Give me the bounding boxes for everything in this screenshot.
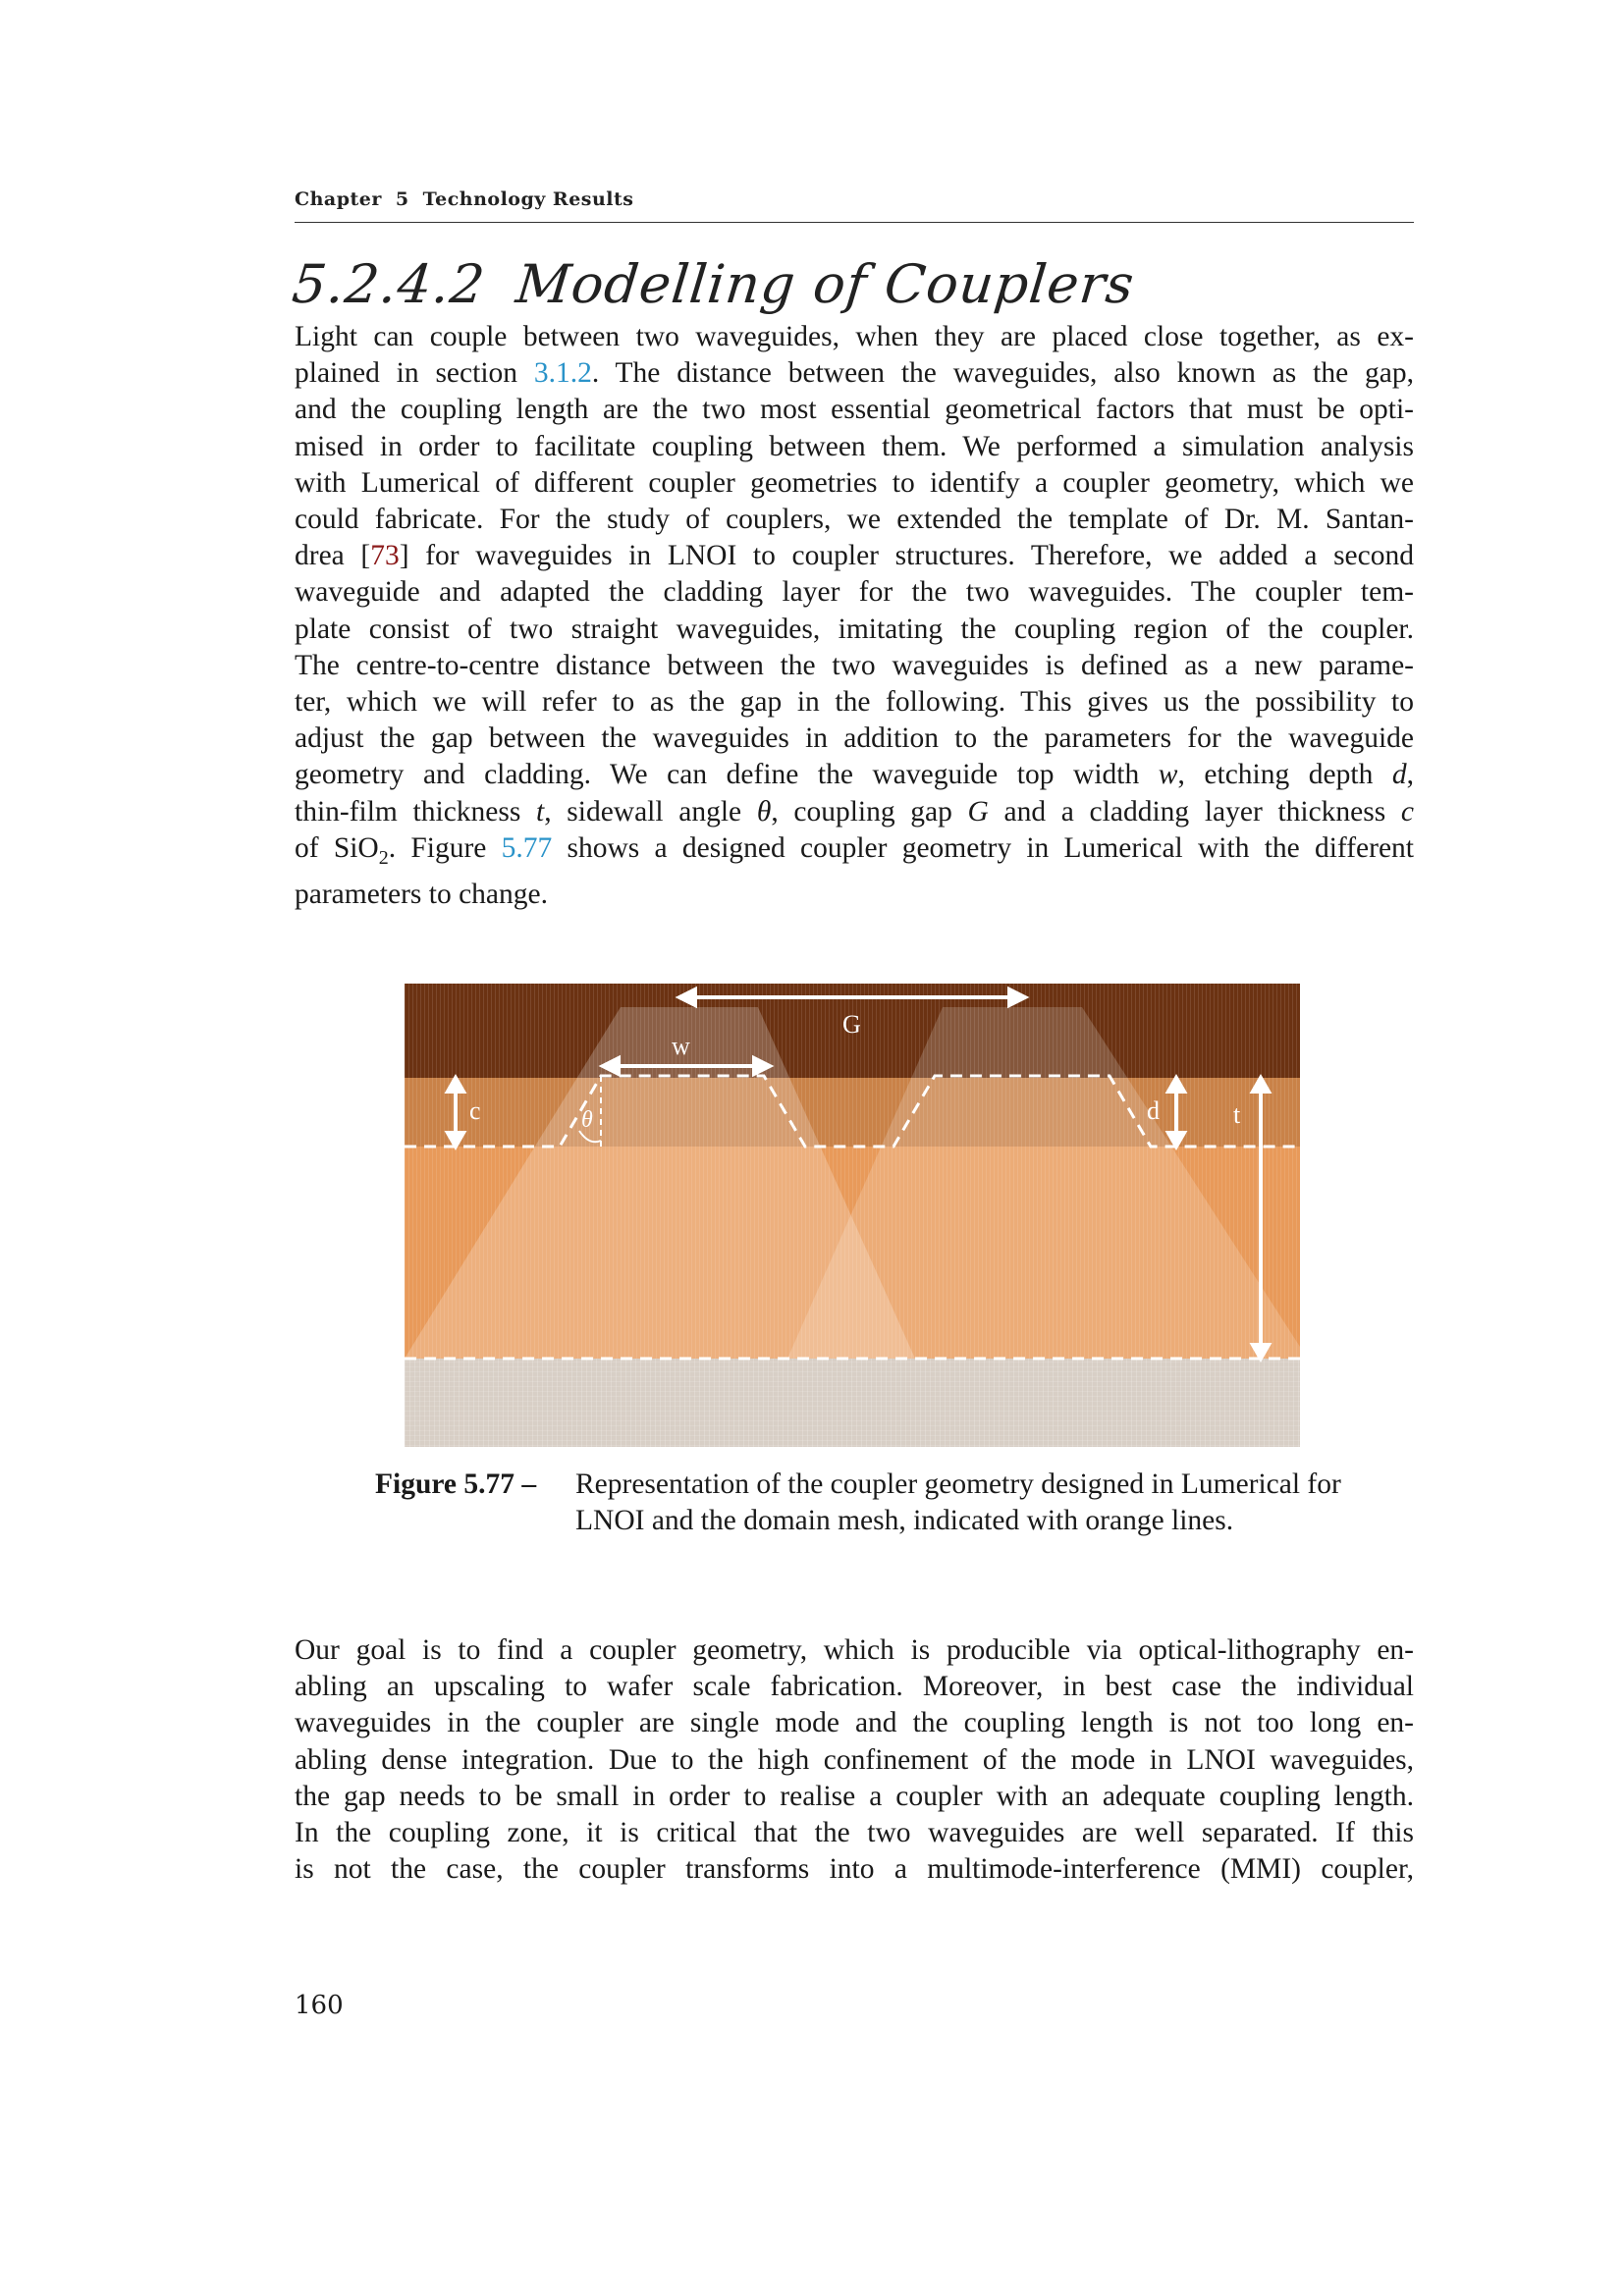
citation-link[interactable]: 73 — [370, 540, 400, 572]
text-run: and a cladding layer thickness — [988, 795, 1401, 828]
label-w: w — [672, 1032, 690, 1060]
math-d: d — [1391, 759, 1407, 791]
text-run: . Figure — [388, 831, 502, 864]
text-line — [295, 355, 1414, 392]
text-run: , coupling gap — [771, 795, 968, 828]
text-run: , — [1406, 759, 1414, 791]
text-run: . The distance between the waveguides, also known as the gap, — [591, 357, 1414, 390]
text-line: the gap needs to be small in order to realise a coupler with an adequate coupling length. — [295, 1780, 1414, 1812]
math-c: c — [1400, 795, 1414, 828]
text-line: abling dense integration. Due to the high confinement of the mode in LNOI waveguides, — [295, 1743, 1414, 1776]
text-run: , etching depth — [1177, 759, 1392, 791]
label-theta: θ — [581, 1107, 593, 1133]
figure-ref-link[interactable]: 5.77 — [501, 831, 553, 864]
math-w: w — [1158, 759, 1178, 791]
label-G: G — [842, 1010, 861, 1039]
text-line: In the coupling zone, it is critical that the two waveguides are well separated. If this — [295, 1817, 1414, 1849]
text-line: ter, which we will refer to as the gap in the following. This gives us the possibility to — [295, 686, 1414, 719]
text-line: abling an upscaling to wafer scale fabrication. Moreover, in best case the individual — [295, 1671, 1414, 1703]
text-run: thin-film thickness — [295, 795, 537, 828]
section-title — [290, 253, 1138, 315]
math-G: G — [967, 795, 989, 828]
text-line: adjust the gap between the waveguides in addition to the parameters for the waveguide — [295, 722, 1414, 755]
label-t: t — [1233, 1100, 1241, 1129]
text-line: and the coupling length are the two most essential geometrical factors that must be opti- — [295, 394, 1414, 426]
section-heading: Modelling of Couplers — [513, 253, 1138, 315]
body-paragraph-2 — [295, 1632, 1414, 1888]
coupler-geometry-figure — [405, 984, 1300, 1447]
section-ref-link[interactable]: 3.1.2 — [533, 357, 592, 390]
text-run: drea [ — [295, 540, 371, 572]
text-line: waveguide and adapted the cladding layer for the two waveguides. The coupler tem- — [295, 576, 1414, 609]
chapter-number: 5 — [395, 188, 409, 210]
text-run: shows a designed coupler geometry in Lumerical with the different — [552, 831, 1414, 864]
text-line — [295, 794, 1414, 830]
caption-label: Figure 5.77 – — [375, 1468, 537, 1500]
label-c: c — [469, 1096, 481, 1125]
body-paragraph-1 — [295, 319, 1414, 913]
text-run: of SiO — [295, 831, 379, 864]
bottom-mesh — [405, 1359, 1300, 1447]
math-theta: θ — [756, 795, 772, 828]
text-line: could fabricate. For the study of couplers, we extended the template of Dr. M. Santan- — [295, 504, 1414, 536]
text-line: Light can couple between two waveguides, when they are placed close together, as ex- — [295, 321, 1414, 352]
text-line: plate consist of two straight waveguides, imitating the coupling region of the coupler. — [295, 613, 1414, 645]
chapter-word: Chapter — [295, 188, 382, 210]
caption-text: Representation of the coupler geometry designed in Lumerical for LNOI and the domain mesh, indicated with orange lines. — [575, 1468, 1341, 1537]
text-line: Our goal is to find a coupler geometry, which is producible via optical-lithography en- — [295, 1634, 1414, 1666]
text-line: is not the case, the coupler transforms into a multimode-interference (MMI) coupler, — [295, 1853, 1414, 1886]
text-line — [295, 757, 1414, 793]
text-run: plained in section — [295, 357, 534, 390]
text-line: mised in order to facilitate coupling between them. We performed a simulation analysis — [295, 430, 1414, 462]
math-t: t — [536, 795, 545, 828]
subscript: 2 — [378, 846, 389, 869]
running-header — [295, 188, 1414, 223]
text-line: with Lumerical of different coupler geometries to identify a coupler geometry, which we — [295, 466, 1414, 499]
section-number: 5.2.4.2 — [289, 253, 489, 315]
text-line — [295, 830, 1414, 877]
text-line: waveguides in the coupler are single mode and the coupling length is not too long en- — [295, 1707, 1414, 1739]
page-number: 160 — [295, 1991, 344, 2020]
text-run: geometry and cladding. We can define the waveguide top width — [295, 759, 1159, 791]
text-line: The centre-to-centre distance between the two waveguides is defined as a new parame- — [295, 649, 1414, 681]
label-d: d — [1147, 1096, 1160, 1125]
chapter-title: Technology Results — [422, 188, 634, 210]
text-line — [295, 538, 1414, 574]
text-run: , sidewall angle — [544, 795, 757, 828]
text-line: parameters to change. — [295, 878, 548, 910]
text-run: ] for waveguides in LNOI to coupler structures. Therefore, we added a second — [399, 540, 1414, 572]
